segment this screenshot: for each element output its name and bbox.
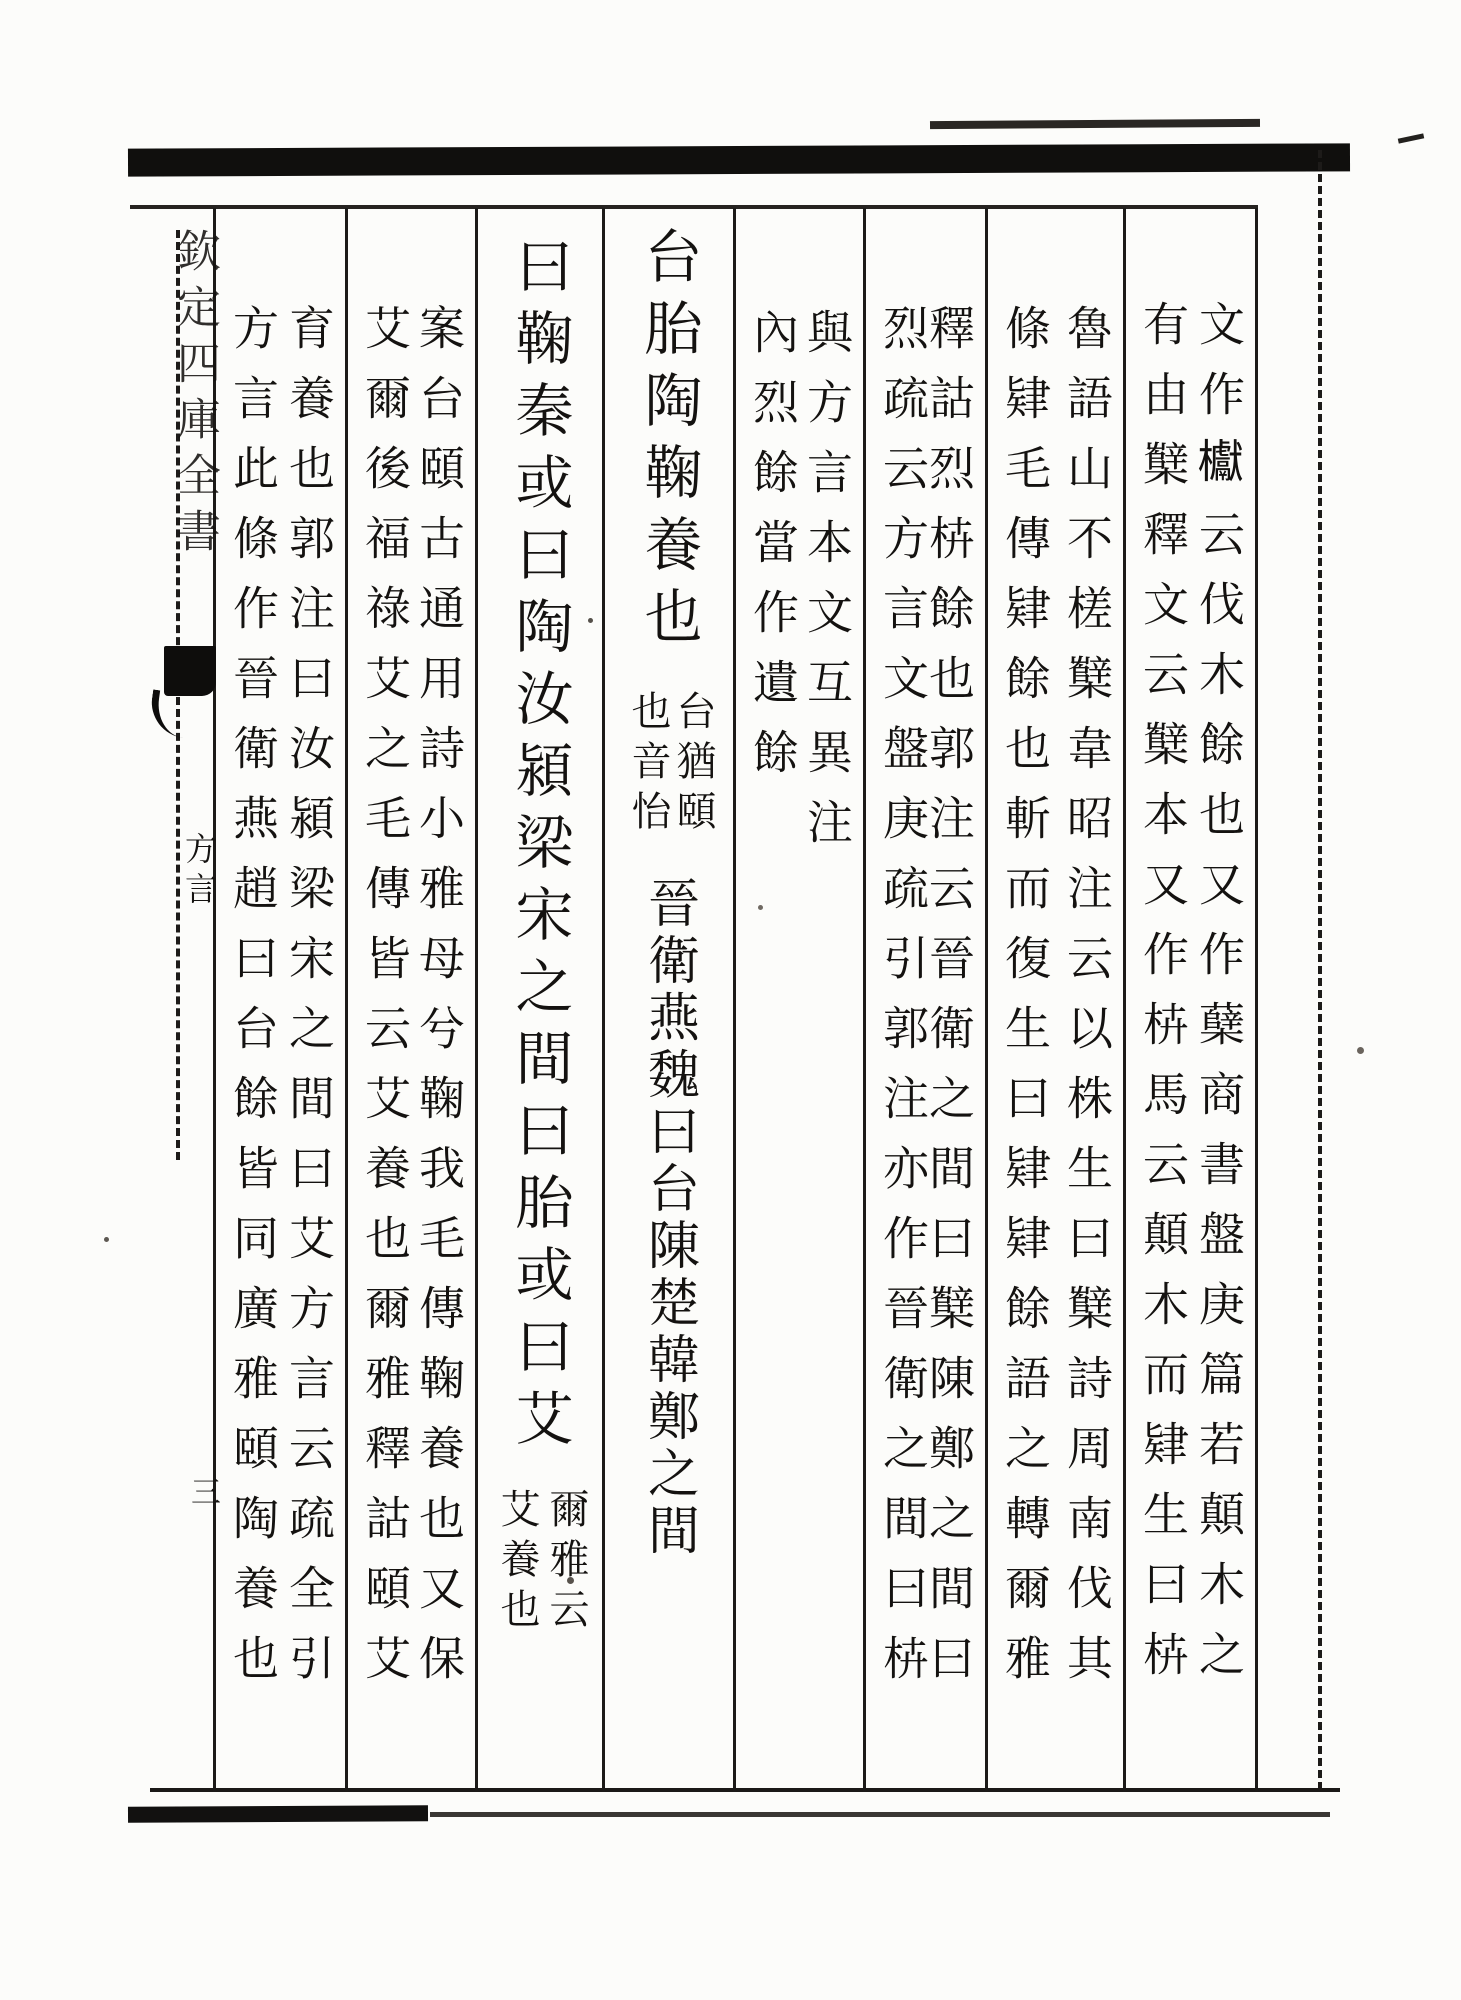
commentary-line: 與方言本文互異注 (800, 308, 854, 868)
text-column-2 (987, 208, 1123, 1792)
commentary-line: 內烈餘當作遺餘 (746, 308, 800, 798)
folio-number: 三 (185, 1476, 220, 1506)
top-right-mark (1398, 133, 1424, 143)
top-ink-smear (930, 119, 1260, 129)
commentary-line: 文作𣡌云伐木餘也又作蘖商書盤庚篇若顛木之 (1192, 300, 1246, 1700)
text-column-7 (347, 208, 475, 1792)
ink-blot-tail (147, 689, 194, 738)
main-text: 晉衛燕魏曰台陳楚韓鄭之間 (638, 876, 699, 1560)
text-column-6 (477, 208, 602, 1792)
text-column-4 (735, 208, 863, 1792)
bottom-ink-smear (430, 1812, 1330, 1817)
column-rule (1255, 208, 1258, 1792)
inline-gloss: 爾雅云 (543, 1488, 589, 1638)
commentary-line: 艾爾後福祿艾之毛傳皆云艾養也爾雅釋詁頤艾 (358, 304, 412, 1704)
page-border-top (128, 143, 1350, 176)
text-column-1 (1125, 208, 1255, 1792)
commentary-line: 有由櫱釋文云櫱本又作枿馬云顛木而肄生曰枿 (1136, 300, 1190, 1700)
page-border-right (1318, 150, 1322, 1790)
commentary-line: 條肄毛傳肄餘也斬而復生曰肄肄餘語之轉爾雅 (998, 304, 1052, 1704)
text-column-5 (604, 208, 733, 1792)
scan-specks (588, 618, 593, 623)
main-text: 台胎陶鞠養也 (634, 226, 703, 658)
book-label: 方言 (180, 832, 218, 912)
commentary-line: 方言此條作晉衛燕趙曰台餘皆同廣雅頤陶養也 (226, 304, 280, 1704)
inline-gloss: 台猶頤 (670, 690, 716, 840)
bottom-ink-smudge (128, 1805, 428, 1823)
main-text: 曰鞠秦或曰陶汝潁梁宋之間曰胎或曰艾 (505, 236, 574, 1460)
commentary-line: 烈疏云方言文盤庚疏引郭注亦作晉衛之間曰枿 (876, 304, 930, 1704)
commentary-line: 魯語山不槎櫱韋昭注云以株生曰櫱詩周南伐其 (1060, 304, 1114, 1704)
commentary-line: 育養也郭注曰汝潁梁宋之間曰艾方言云疏全引 (282, 304, 336, 1704)
text-column-8 (215, 208, 345, 1792)
commentary-line: 釋詁烈枿餘也郭注云晉衛之間曰櫱陳鄭之間曰 (922, 304, 976, 1704)
commentary-line: 案台頤古通用詩小雅母兮鞠我毛傳鞠養也又保 (412, 304, 466, 1704)
collection-title: 欽定四庫全書 (169, 228, 220, 564)
ink-blot (164, 646, 216, 696)
inline-gloss: 也音怡 (625, 690, 671, 840)
text-column-3 (865, 208, 985, 1792)
inline-gloss: 艾養也 (494, 1488, 540, 1638)
